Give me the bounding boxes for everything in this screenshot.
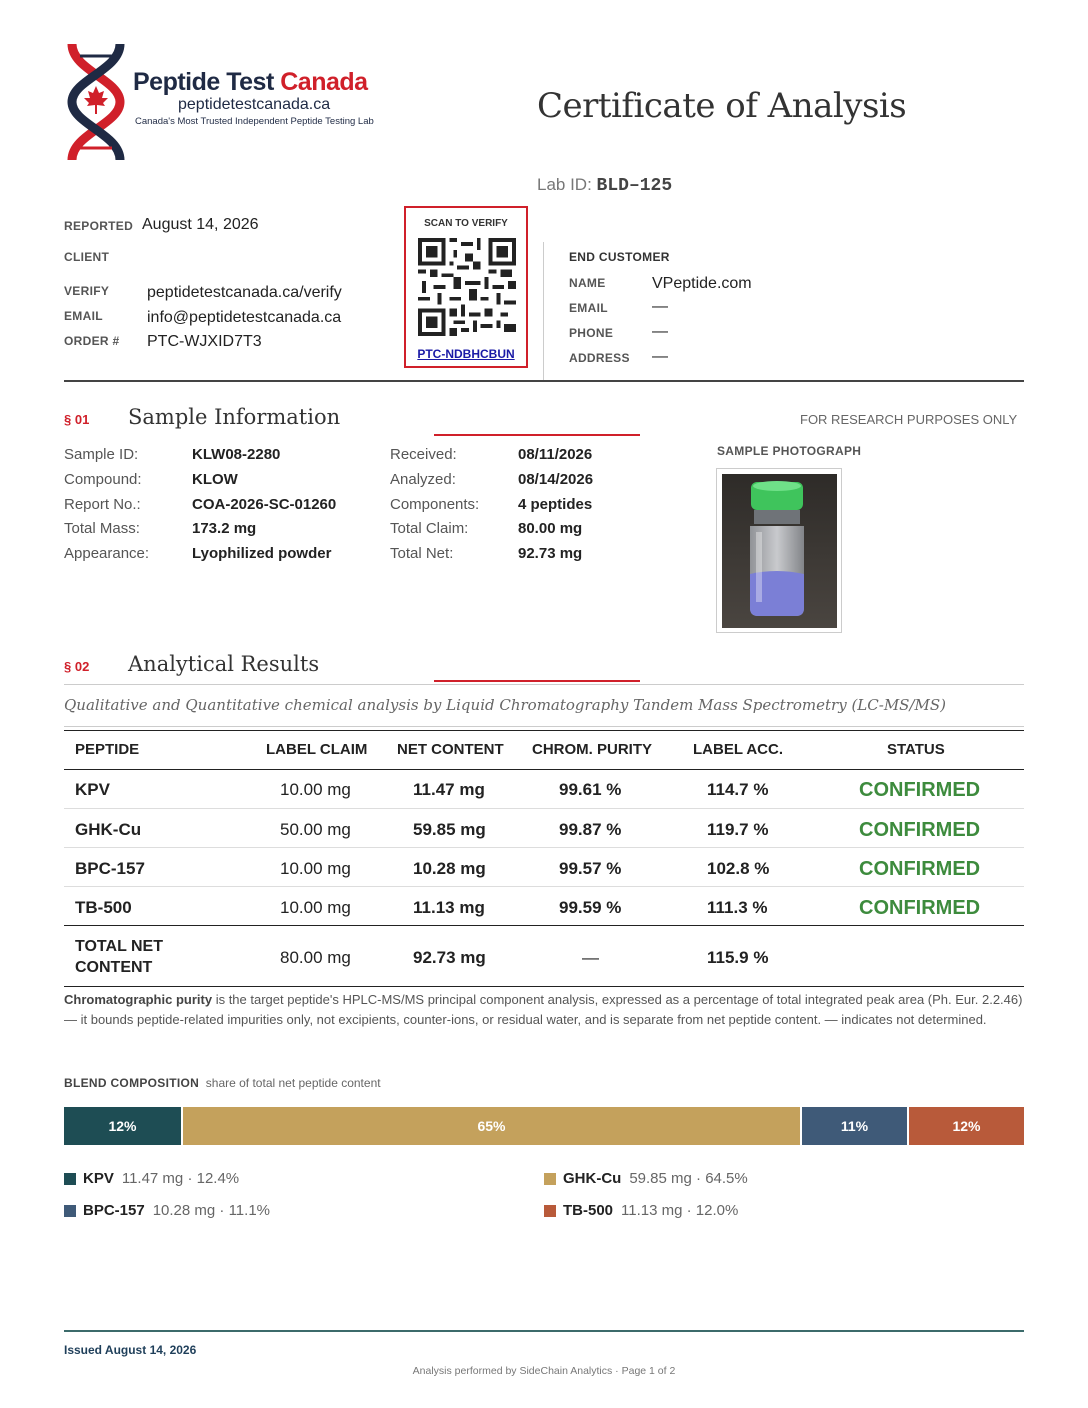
- col-header-net-content: NET CONTENT: [397, 741, 504, 758]
- col-header-label-acc: LABEL ACC.: [693, 741, 783, 758]
- subtitle-divider: [64, 726, 1024, 727]
- table-row-purity: 99.57 %: [559, 859, 622, 878]
- table-row-accuracy: 114.7 %: [707, 780, 769, 799]
- total-mass-label: Total Mass:: [64, 520, 140, 537]
- table-row-purity: 99.59 %: [559, 898, 622, 917]
- header-divider: [64, 380, 1024, 382]
- verify-link[interactable]: peptidetestcanada.ca/verify: [147, 284, 342, 301]
- legend-swatch: [544, 1173, 556, 1185]
- table-row-accuracy: 102.8 %: [707, 859, 770, 878]
- table-header-border: [64, 769, 1024, 770]
- customer-name-value: VPeptide.com: [652, 275, 752, 292]
- section-1-title: Sample Information: [128, 405, 341, 429]
- table-row-claim: 10.00 mg: [280, 898, 351, 917]
- appearance-value: Lyophilized powder: [192, 545, 332, 562]
- components-value: 4 peptides: [518, 496, 593, 513]
- reported-value: August 14, 2026: [142, 216, 259, 233]
- reported-label: REPORTED: [64, 219, 134, 233]
- email-label: EMAIL: [64, 309, 103, 323]
- compound-value: KLOW: [192, 471, 238, 488]
- issued-date: Issued August 14, 2026: [64, 1343, 197, 1357]
- components-label: Components:: [390, 496, 480, 513]
- brand-logo-icon: [66, 40, 126, 164]
- table-top-border: [64, 730, 1024, 731]
- table-row-net: 59.85 mg: [413, 820, 486, 839]
- column-divider: [543, 242, 544, 380]
- customer-address-value: —: [652, 348, 668, 365]
- appearance-label: Appearance:: [64, 545, 150, 562]
- customer-email-value: —: [652, 298, 668, 315]
- table-row-net: 11.47 mg: [413, 780, 485, 799]
- section-1-number: § 01: [64, 412, 90, 427]
- legend-swatch: [64, 1173, 76, 1185]
- customer-phone-label: PHONE: [569, 326, 614, 340]
- blend-segment-kpv: 12%: [64, 1107, 181, 1145]
- footer-note: Analysis performed by SideChain Analytics · Page 1 of 2: [412, 1365, 676, 1377]
- total-net-value: 92.73 mg: [518, 545, 583, 562]
- table-row-peptide: KPV: [75, 780, 110, 799]
- received-value: 08/11/2026: [518, 446, 593, 463]
- customer-name-label: NAME: [569, 276, 606, 290]
- brand-name: Peptide Test Canada: [133, 68, 368, 96]
- table-row-net: 11.13 mg: [413, 898, 485, 917]
- qr-title: SCAN TO VERIFY: [424, 218, 508, 229]
- customer-email-label: EMAIL: [569, 301, 608, 315]
- legend-item-kpv: KPV 11.47 mg · 12.4%: [64, 1170, 239, 1187]
- legend-item-bpc-157: BPC-157 10.28 mg · 11.1%: [64, 1202, 270, 1219]
- row-divider: [64, 808, 1024, 809]
- qr-verify-link[interactable]: PTC-NDBHCBUN: [417, 347, 515, 361]
- section-2-accent-line: [434, 680, 640, 682]
- footer-divider: [64, 1330, 1024, 1332]
- sample-photo-label: SAMPLE PHOTOGRAPH: [717, 444, 862, 458]
- analyzed-value: 08/14/2026: [518, 471, 594, 488]
- row-divider: [64, 886, 1024, 887]
- blend-segment-tb-500: 12%: [909, 1107, 1024, 1145]
- total-row-border: [64, 925, 1024, 926]
- sample-id-value: KLW08-2280: [192, 446, 281, 463]
- table-row-net: 10.28 mg: [413, 859, 486, 878]
- total-row-label: TOTAL NET CONTENT: [75, 938, 163, 976]
- total-claim-value: 80.00 mg: [518, 520, 583, 537]
- blend-segment-ghk-cu: 65%: [183, 1107, 800, 1145]
- table-row-claim: 50.00 mg: [280, 820, 351, 839]
- table-row-accuracy: 111.3 %: [707, 898, 768, 917]
- purity-footnote: Chromatographic purity is the target peptide's HPLC-MS/MS principal component analysis, expressed as a percentage of total integrated peak area (Ph. Eur. 2.2.46) — it bounds peptide-related impurities only, not excipients, counter-ions, or residual water, and is separate from net peptide content. — indicates not determined.: [64, 992, 1023, 1027]
- method-subtitle: Qualitative and Quantitative chemical analysis by Liquid Chromatography Tandem Mass Spectrometry (LC-MS/MS): [64, 696, 946, 714]
- table-row-peptide: GHK-Cu: [75, 820, 142, 839]
- brand-tagline: Canada's Most Trusted Independent Peptide Testing Lab: [135, 116, 374, 127]
- status-badge: CONFIRMED: [859, 819, 981, 841]
- table-row-purity: 99.61 %: [559, 780, 622, 799]
- status-badge: CONFIRMED: [859, 779, 981, 801]
- end-customer-heading: END CUSTOMER: [569, 250, 670, 264]
- status-badge: CONFIRMED: [859, 858, 981, 880]
- total-net-label: Total Net:: [390, 545, 454, 562]
- verify-label: VERIFY: [64, 284, 110, 298]
- research-only-note: FOR RESEARCH PURPOSES ONLY: [800, 412, 1018, 427]
- total-purity: —: [582, 948, 599, 967]
- sample-vial-photo: [722, 474, 837, 628]
- total-claim-label: Total Claim:: [390, 520, 469, 537]
- compound-label: Compound:: [64, 471, 142, 488]
- total-mass-value: 173.2 mg: [192, 520, 257, 537]
- brand-site: peptidetestcanada.ca: [178, 96, 331, 113]
- report-no-label: Report No.:: [64, 496, 141, 513]
- order-label: ORDER #: [64, 334, 120, 348]
- sample-id-label: Sample ID:: [64, 446, 139, 463]
- col-header-label-claim: LABEL CLAIM: [266, 741, 368, 758]
- table-bottom-border: [64, 986, 1024, 987]
- section-2-divider: [64, 684, 1024, 685]
- order-value: PTC-WJXID7T3: [147, 333, 262, 350]
- analyzed-label: Analyzed:: [390, 471, 456, 488]
- blend-segment-bpc-157: 11%: [802, 1107, 907, 1145]
- legend-item-ghk-cu: GHK-Cu 59.85 mg · 64.5%: [544, 1170, 748, 1187]
- legend-swatch: [64, 1205, 76, 1217]
- section-2-number: § 02: [64, 659, 90, 674]
- customer-address-label: ADDRESS: [569, 351, 630, 365]
- row-divider: [64, 847, 1024, 848]
- table-row-purity: 99.87 %: [559, 820, 622, 839]
- section-2-title: Analytical Results: [128, 652, 320, 676]
- col-header-chrom-purity: CHROM. PURITY: [532, 741, 652, 758]
- blend-composition-label: BLEND COMPOSITION share of total net peptide content: [64, 1076, 381, 1090]
- legend-swatch: [544, 1205, 556, 1217]
- total-claim: 80.00 mg: [280, 948, 351, 967]
- total-net: 92.73 mg: [413, 948, 486, 967]
- table-row-accuracy: 119.7 %: [707, 820, 769, 839]
- received-label: Received:: [390, 446, 457, 463]
- email-value[interactable]: info@peptidetestcanada.ca: [147, 309, 342, 326]
- table-row-peptide: BPC-157: [75, 859, 145, 878]
- qr-code-icon[interactable]: [418, 238, 516, 336]
- table-row-claim: 10.00 mg: [280, 859, 351, 878]
- table-row-peptide: TB-500: [75, 898, 132, 917]
- customer-phone-value: —: [652, 323, 668, 340]
- lab-id: Lab ID: BLD–125: [537, 175, 673, 196]
- report-no-value: COA-2026-SC-01260: [192, 496, 337, 513]
- status-badge: CONFIRMED: [859, 897, 981, 919]
- section-1-accent-line: [434, 434, 640, 436]
- col-header-peptide: PEPTIDE: [75, 741, 140, 758]
- client-label: CLIENT: [64, 250, 110, 264]
- total-accuracy: 115.9 %: [707, 948, 769, 967]
- document-title: Certificate of Analysis: [537, 86, 907, 126]
- col-header-status: STATUS: [887, 741, 945, 758]
- legend-item-tb-500: TB-500 11.13 mg · 12.0%: [544, 1202, 738, 1219]
- table-row-claim: 10.00 mg: [280, 780, 351, 799]
